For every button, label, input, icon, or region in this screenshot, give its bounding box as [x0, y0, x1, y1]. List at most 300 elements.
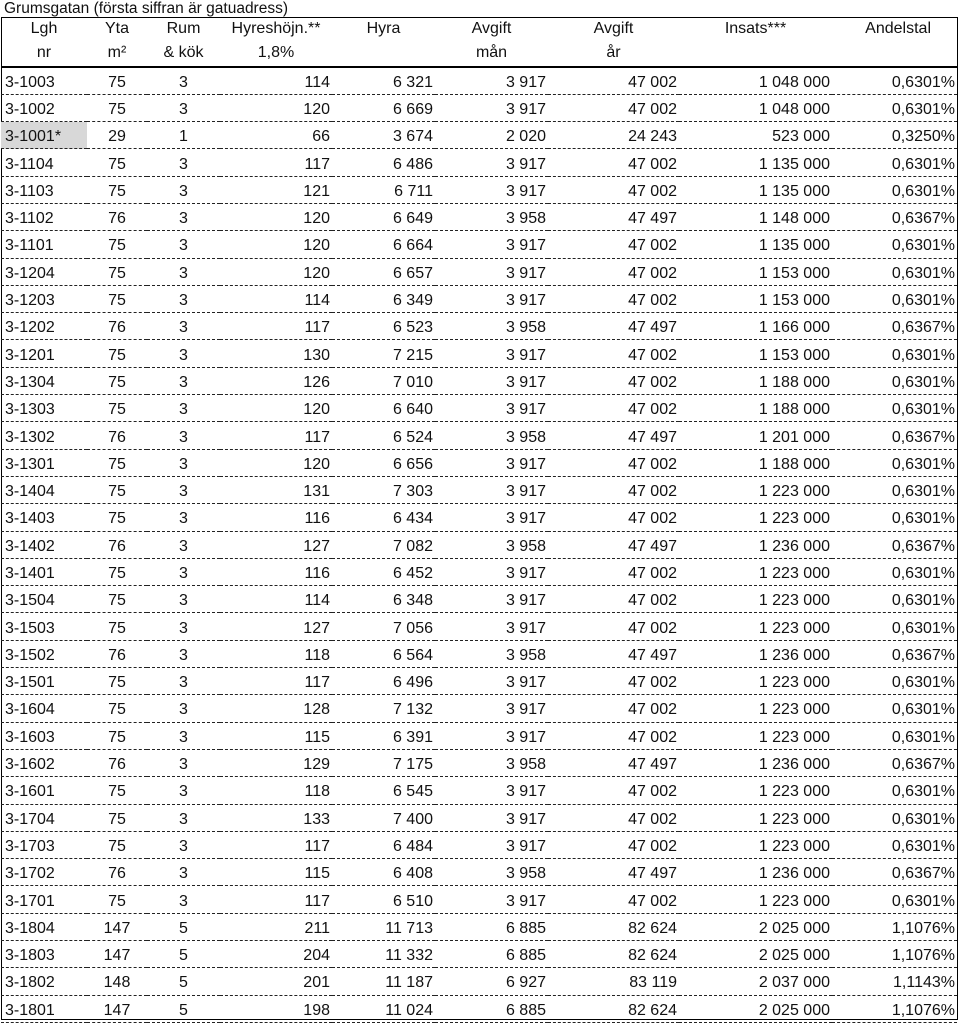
- cell-insats: 1 223 000: [679, 777, 832, 804]
- cell-hyreshojning: 128: [220, 695, 332, 722]
- cell-insats: 1 153 000: [679, 340, 832, 367]
- cell-andelstal: 0,6301%: [832, 558, 957, 585]
- cell-rum: 3: [147, 258, 220, 285]
- cell-avgift-ar: 47 002: [548, 558, 679, 585]
- cell-hyra: 11 332: [332, 941, 435, 968]
- cell-andelstal: 0,6367%: [832, 531, 957, 558]
- cell-hyra: 6 545: [332, 777, 435, 804]
- cell-avgift-man: 3 958: [435, 531, 548, 558]
- cell-hyra: 7 215: [332, 340, 435, 367]
- cell-andelstal: 0,6367%: [832, 749, 957, 776]
- cell-lgh-nr: 3-1301: [1, 449, 87, 476]
- cell-avgift-ar: 47 497: [548, 859, 679, 886]
- table-row: [1, 476, 957, 503]
- cell-yta: 75: [87, 831, 147, 858]
- cell-hyra: 11 713: [332, 913, 435, 940]
- cell-insats: 2 037 000: [679, 968, 832, 995]
- cell-yta: 76: [87, 640, 147, 667]
- cell-rum: 3: [147, 367, 220, 394]
- table-row: [1, 613, 957, 640]
- cell-yta: 75: [87, 777, 147, 804]
- cell-hyra: 6 484: [332, 831, 435, 858]
- cell-lgh-nr: 3-1504: [1, 586, 87, 613]
- cell-avgift-man: 6 885: [435, 941, 548, 968]
- cell-hyreshojning: 114: [220, 285, 332, 312]
- cell-rum: 3: [147, 804, 220, 831]
- cell-avgift-ar: 47 002: [548, 231, 679, 258]
- cell-hyra: 6 321: [332, 67, 435, 94]
- cell-andelstal: 0,6301%: [832, 340, 957, 367]
- cell-avgift-man: 3 917: [435, 476, 548, 503]
- cell-hyreshojning: 127: [220, 531, 332, 558]
- cell-avgift-man: 3 917: [435, 258, 548, 285]
- cell-insats: 1 236 000: [679, 749, 832, 776]
- cell-yta: 75: [87, 395, 147, 422]
- cell-hyreshojning: 133: [220, 804, 332, 831]
- cell-insats: 1 223 000: [679, 586, 832, 613]
- cell-yta: 76: [87, 859, 147, 886]
- cell-rum: 3: [147, 695, 220, 722]
- table-row: [1, 749, 957, 776]
- cell-lgh-nr: 3-1803: [1, 941, 87, 968]
- cell-andelstal: 0,6367%: [832, 422, 957, 449]
- cell-avgift-ar: 83 119: [548, 968, 679, 995]
- cell-andelstal: 0,6301%: [832, 67, 957, 94]
- cell-hyra: 6 657: [332, 258, 435, 285]
- cell-insats: 1 188 000: [679, 367, 832, 394]
- cell-insats: 2 025 000: [679, 913, 832, 940]
- cell-avgift-ar: 47 002: [548, 613, 679, 640]
- cell-avgift-man: 3 958: [435, 749, 548, 776]
- cell-andelstal: 0,6301%: [832, 777, 957, 804]
- cell-avgift-ar: 47 497: [548, 749, 679, 776]
- cell-avgift-ar: 47 002: [548, 722, 679, 749]
- cell-yta: 75: [87, 231, 147, 258]
- cell-hyra: 6 452: [332, 558, 435, 585]
- cell-andelstal: 0,6367%: [832, 640, 957, 667]
- cell-lgh-nr: 3-1601: [1, 777, 87, 804]
- header-hyreshojning: Hyreshöjn.**: [231, 20, 321, 37]
- cell-yta: 75: [87, 586, 147, 613]
- page-title: Grumsgatan (första siffran är gatuadress): [4, 0, 289, 17]
- cell-avgift-ar: 82 624: [548, 913, 679, 940]
- cell-yta: 75: [87, 804, 147, 831]
- cell-rum: 3: [147, 722, 220, 749]
- cell-hyra: 6 640: [332, 395, 435, 422]
- cell-andelstal: 1,1076%: [832, 995, 957, 1022]
- cell-andelstal: 0,6301%: [832, 367, 957, 394]
- cell-yta: 29: [87, 122, 147, 149]
- cell-insats: 1 223 000: [679, 504, 832, 531]
- cell-avgift-ar: 47 002: [548, 695, 679, 722]
- cell-avgift-ar: 47 002: [548, 340, 679, 367]
- cell-hyreshojning: 120: [220, 449, 332, 476]
- cell-yta: 75: [87, 558, 147, 585]
- cell-rum: 3: [147, 668, 220, 695]
- cell-hyreshojning: 120: [220, 94, 332, 121]
- cell-avgift-man: 3 917: [435, 886, 548, 913]
- cell-yta: 75: [87, 476, 147, 503]
- cell-hyreshojning: 114: [220, 67, 332, 94]
- cell-andelstal: 0,6367%: [832, 203, 957, 230]
- cell-avgift-ar: 47 002: [548, 149, 679, 176]
- cell-insats: 1 236 000: [679, 640, 832, 667]
- cell-yta: 76: [87, 531, 147, 558]
- cell-rum: 3: [147, 777, 220, 804]
- cell-andelstal: 0,6301%: [832, 476, 957, 503]
- cell-insats: 1 048 000: [679, 94, 832, 121]
- cell-yta: 75: [87, 285, 147, 312]
- cell-andelstal: 0,6301%: [832, 149, 957, 176]
- cell-lgh-nr: 3-1003: [1, 67, 87, 94]
- cell-avgift-man: 3 917: [435, 722, 548, 749]
- cell-hyra: 7 175: [332, 749, 435, 776]
- cell-insats: 1 048 000: [679, 67, 832, 94]
- cell-lgh-nr: 3-1302: [1, 422, 87, 449]
- cell-yta: 75: [87, 367, 147, 394]
- table-row: [1, 285, 957, 312]
- cell-avgift-ar: 24 243: [548, 122, 679, 149]
- cell-rum: 3: [147, 313, 220, 340]
- table-row: [1, 886, 957, 913]
- cell-andelstal: 0,6301%: [832, 231, 957, 258]
- cell-avgift-ar: 47 002: [548, 504, 679, 531]
- cell-avgift-man: 3 917: [435, 285, 548, 312]
- cell-hyreshojning: 66: [220, 122, 332, 149]
- cell-avgift-ar: 47 002: [548, 668, 679, 695]
- cell-yta: 75: [87, 149, 147, 176]
- cell-andelstal: 0,6301%: [832, 395, 957, 422]
- cell-avgift-ar: 47 002: [548, 94, 679, 121]
- header-rum: Rum: [166, 20, 201, 37]
- cell-rum: 3: [147, 476, 220, 503]
- cell-avgift-man: 3 917: [435, 449, 548, 476]
- cell-andelstal: 0,6301%: [832, 886, 957, 913]
- cell-yta: 147: [87, 941, 147, 968]
- table-row: [1, 777, 957, 804]
- cell-insats: 1 223 000: [679, 558, 832, 585]
- cell-hyreshojning: 120: [220, 395, 332, 422]
- header-andelstal-sub: [832, 40, 957, 67]
- cell-andelstal: 0,6301%: [832, 94, 957, 121]
- cell-lgh-nr: 3-1701: [1, 886, 87, 913]
- cell-hyreshojning: 117: [220, 313, 332, 340]
- cell-avgift-ar: 47 002: [548, 176, 679, 203]
- cell-avgift-ar: 82 624: [548, 995, 679, 1022]
- cell-andelstal: 0,6301%: [832, 695, 957, 722]
- table-row: [1, 203, 957, 230]
- cell-rum: 3: [147, 749, 220, 776]
- cell-avgift-man: 3 917: [435, 831, 548, 858]
- cell-insats: 1 223 000: [679, 695, 832, 722]
- cell-rum: 3: [147, 231, 220, 258]
- cell-hyreshojning: 118: [220, 777, 332, 804]
- cell-avgift-man: 6 885: [435, 913, 548, 940]
- cell-lgh-nr: 3-1802: [1, 968, 87, 995]
- cell-lgh-nr: 3-1603: [1, 722, 87, 749]
- cell-avgift-man: 3 917: [435, 367, 548, 394]
- cell-hyreshojning: 120: [220, 203, 332, 230]
- table-row: [1, 176, 957, 203]
- table-row: [1, 722, 957, 749]
- cell-lgh-nr: 3-1104: [1, 149, 87, 176]
- cell-rum: 3: [147, 859, 220, 886]
- cell-hyra: 6 348: [332, 586, 435, 613]
- cell-andelstal: 0,6301%: [832, 258, 957, 285]
- cell-hyra: 7 010: [332, 367, 435, 394]
- cell-yta: 148: [87, 968, 147, 995]
- header-insats-sub: [679, 40, 832, 67]
- cell-hyreshojning: 116: [220, 558, 332, 585]
- cell-avgift-ar: 47 497: [548, 422, 679, 449]
- cell-avgift-ar: 82 624: [548, 941, 679, 968]
- table-row: [1, 695, 957, 722]
- table-row: [1, 231, 957, 258]
- table-row: [1, 367, 957, 394]
- cell-hyra: 11 024: [332, 995, 435, 1022]
- cell-yta: 75: [87, 258, 147, 285]
- cell-insats: 1 153 000: [679, 285, 832, 312]
- cell-rum: 3: [147, 422, 220, 449]
- cell-avgift-ar: 47 497: [548, 640, 679, 667]
- cell-andelstal: 0,6301%: [832, 722, 957, 749]
- cell-andelstal: 0,6367%: [832, 859, 957, 886]
- cell-lgh-nr: 3-1801: [1, 995, 87, 1022]
- cell-hyreshojning: 117: [220, 831, 332, 858]
- table-row: [1, 995, 957, 1022]
- cell-avgift-man: 3 958: [435, 859, 548, 886]
- cell-lgh-nr: 3-1704: [1, 804, 87, 831]
- cell-rum: 3: [147, 203, 220, 230]
- cell-hyra: 6 408: [332, 859, 435, 886]
- cell-rum: 3: [147, 285, 220, 312]
- cell-avgift-ar: 47 002: [548, 886, 679, 913]
- table-row: [1, 313, 957, 340]
- cell-rum: 5: [147, 913, 220, 940]
- table-row: [1, 586, 957, 613]
- table-row: [1, 395, 957, 422]
- cell-avgift-ar: 47 002: [548, 258, 679, 285]
- table-row: [1, 340, 957, 367]
- table-row: [1, 149, 957, 176]
- cell-hyra: 6 523: [332, 313, 435, 340]
- cell-insats: 1 148 000: [679, 203, 832, 230]
- cell-hyreshojning: 117: [220, 668, 332, 695]
- header-insats: Insats***: [724, 20, 787, 37]
- cell-avgift-man: 3 917: [435, 586, 548, 613]
- cell-avgift-man: 6 885: [435, 995, 548, 1022]
- cell-yta: 147: [87, 995, 147, 1022]
- cell-hyreshojning: 114: [220, 586, 332, 613]
- cell-hyra: 7 056: [332, 613, 435, 640]
- table-body: [1, 67, 957, 1022]
- cell-lgh-nr: 3-1303: [1, 395, 87, 422]
- table-row: [1, 668, 957, 695]
- cell-hyra: 6 496: [332, 668, 435, 695]
- cell-hyreshojning: 211: [220, 913, 332, 940]
- cell-hyreshojning: 201: [220, 968, 332, 995]
- cell-lgh-nr: 3-1503: [1, 613, 87, 640]
- cell-hyra: 6 510: [332, 886, 435, 913]
- cell-avgift-man: 3 917: [435, 777, 548, 804]
- cell-andelstal: 0,6301%: [832, 586, 957, 613]
- cell-hyra: 6 391: [332, 722, 435, 749]
- cell-hyra: 6 564: [332, 640, 435, 667]
- cell-rum: 3: [147, 640, 220, 667]
- header-hyra: Hyra: [366, 20, 401, 37]
- cell-andelstal: 0,6367%: [832, 313, 957, 340]
- cell-rum: 3: [147, 449, 220, 476]
- table-row: [1, 640, 957, 667]
- cell-rum: 3: [147, 586, 220, 613]
- cell-hyra: 7 132: [332, 695, 435, 722]
- cell-hyra: 6 349: [332, 285, 435, 312]
- cell-yta: 75: [87, 504, 147, 531]
- cell-rum: 1: [147, 122, 220, 149]
- cell-rum: 3: [147, 340, 220, 367]
- cell-rum: 3: [147, 504, 220, 531]
- cell-insats: 2 025 000: [679, 995, 832, 1022]
- cell-lgh-nr: 3-1703: [1, 831, 87, 858]
- cell-insats: 1 135 000: [679, 149, 832, 176]
- cell-lgh-nr: 3-1103: [1, 176, 87, 203]
- cell-avgift-man: 3 917: [435, 395, 548, 422]
- cell-yta: 76: [87, 313, 147, 340]
- cell-avgift-man: 3 917: [435, 558, 548, 585]
- header-hyreshojning-sub: 1,8%: [257, 44, 295, 61]
- cell-andelstal: 0,6301%: [832, 285, 957, 312]
- cell-lgh-nr: 3-1804: [1, 913, 87, 940]
- cell-avgift-ar: 47 002: [548, 777, 679, 804]
- cell-lgh-nr: 3-1501: [1, 668, 87, 695]
- cell-yta: 75: [87, 886, 147, 913]
- cell-lgh-nr: 3-1402: [1, 531, 87, 558]
- cell-avgift-man: 3 958: [435, 640, 548, 667]
- cell-insats: 1 201 000: [679, 422, 832, 449]
- cell-avgift-ar: 47 002: [548, 67, 679, 94]
- cell-insats: 2 025 000: [679, 941, 832, 968]
- table-row: [1, 258, 957, 285]
- cell-yta: 75: [87, 668, 147, 695]
- table-row: [1, 449, 957, 476]
- cell-avgift-man: 3 917: [435, 613, 548, 640]
- cell-hyra: 6 669: [332, 94, 435, 121]
- cell-lgh-nr: 3-1304: [1, 367, 87, 394]
- cell-hyreshojning: 126: [220, 367, 332, 394]
- cell-insats: 523 000: [679, 122, 832, 149]
- header-lgh-nr: Lgh: [30, 20, 58, 37]
- cell-rum: 3: [147, 94, 220, 121]
- cell-insats: 1 236 000: [679, 531, 832, 558]
- cell-andelstal: 0,6301%: [832, 804, 957, 831]
- cell-hyreshojning: 117: [220, 149, 332, 176]
- cell-rum: 3: [147, 531, 220, 558]
- cell-lgh-nr: 3-1002: [1, 94, 87, 121]
- cell-insats: 1 223 000: [679, 886, 832, 913]
- cell-avgift-ar: 47 002: [548, 804, 679, 831]
- cell-lgh-nr: 3-1602: [1, 749, 87, 776]
- cell-rum: 3: [147, 176, 220, 203]
- cell-avgift-ar: 47 002: [548, 831, 679, 858]
- cell-rum: 3: [147, 886, 220, 913]
- table-row: [1, 831, 957, 858]
- cell-insats: 1 223 000: [679, 668, 832, 695]
- cell-hyreshojning: 117: [220, 886, 332, 913]
- table-row: [1, 558, 957, 585]
- cell-hyra: 7 303: [332, 476, 435, 503]
- cell-yta: 76: [87, 749, 147, 776]
- table-row: [1, 531, 957, 558]
- cell-avgift-man: 3 917: [435, 67, 548, 94]
- cell-hyreshojning: 118: [220, 640, 332, 667]
- cell-lgh-nr: 3-1401: [1, 558, 87, 585]
- cell-andelstal: 0,3250%: [832, 122, 957, 149]
- header-rum-sub: & kök: [163, 44, 204, 61]
- cell-lgh-nr: 3-1204: [1, 258, 87, 285]
- cell-rum: 5: [147, 968, 220, 995]
- cell-lgh-nr: 3-1202: [1, 313, 87, 340]
- cell-rum: 5: [147, 995, 220, 1022]
- cell-insats: 1 223 000: [679, 722, 832, 749]
- cell-yta: 75: [87, 613, 147, 640]
- cell-avgift-ar: 47 002: [548, 449, 679, 476]
- cell-lgh-nr: 3-1001*: [1, 122, 87, 149]
- cell-andelstal: 1,1143%: [832, 968, 957, 995]
- cell-lgh-nr: 3-1404: [1, 476, 87, 503]
- cell-hyra: 6 656: [332, 449, 435, 476]
- header-avgift-ar-sub: år: [606, 44, 621, 61]
- cell-yta: 75: [87, 340, 147, 367]
- cell-rum: 3: [147, 558, 220, 585]
- cell-hyra: 7 400: [332, 804, 435, 831]
- cell-avgift-ar: 47 497: [548, 531, 679, 558]
- cell-yta: 75: [87, 176, 147, 203]
- cell-hyreshojning: 131: [220, 476, 332, 503]
- cell-avgift-man: 3 917: [435, 695, 548, 722]
- cell-insats: 1 135 000: [679, 231, 832, 258]
- cell-hyreshojning: 129: [220, 749, 332, 776]
- cell-andelstal: 0,6301%: [832, 176, 957, 203]
- cell-hyra: 11 187: [332, 968, 435, 995]
- cell-andelstal: 0,6301%: [832, 668, 957, 695]
- cell-hyreshojning: 117: [220, 422, 332, 449]
- cell-hyra: 6 486: [332, 149, 435, 176]
- cell-andelstal: 0,6301%: [832, 831, 957, 858]
- cell-andelstal: 0,6301%: [832, 449, 957, 476]
- table-row: [1, 122, 957, 149]
- cell-avgift-ar: 47 497: [548, 203, 679, 230]
- cell-avgift-ar: 47 002: [548, 367, 679, 394]
- table-row: [1, 422, 957, 449]
- cell-hyreshojning: 127: [220, 613, 332, 640]
- cell-insats: 1 223 000: [679, 613, 832, 640]
- cell-avgift-man: 3 958: [435, 313, 548, 340]
- header-avgift-ar: Avgift: [593, 20, 634, 37]
- header-avgift-man: Avgift: [471, 20, 512, 37]
- table-row: [1, 968, 957, 995]
- cell-hyreshojning: 121: [220, 176, 332, 203]
- cell-rum: 3: [147, 395, 220, 422]
- cell-avgift-man: 3 958: [435, 203, 548, 230]
- cell-insats: 1 188 000: [679, 449, 832, 476]
- header-lgh-nr-sub: nr: [36, 44, 52, 61]
- cell-lgh-nr: 3-1604: [1, 695, 87, 722]
- cell-andelstal: 1,1076%: [832, 913, 957, 940]
- header-yta: Yta: [104, 20, 129, 37]
- cell-hyreshojning: 115: [220, 859, 332, 886]
- cell-hyra: 6 711: [332, 176, 435, 203]
- cell-rum: 3: [147, 613, 220, 640]
